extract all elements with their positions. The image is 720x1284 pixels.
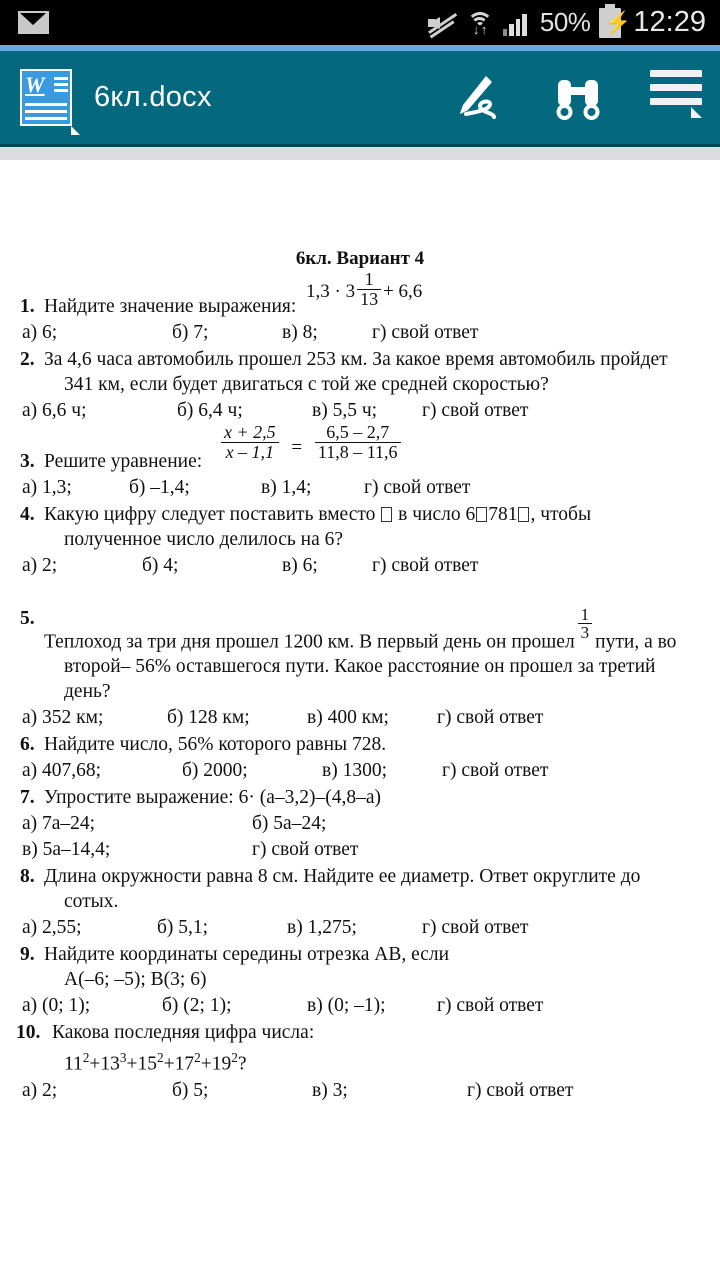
q5-options [14,705,706,730]
q1-text: Найдите значение выражения: [44,296,297,317]
q4-line1-a: Какую цифру следует поставить вместо [44,504,376,525]
q3-option-g[interactable]: г) свой ответ [364,477,471,498]
q2-option-v[interactable]: в) 5,5 ч; [312,400,378,421]
q10-line1: Какова последняя цифра числа: [52,1022,315,1044]
q6-number: 6. [20,734,35,756]
q6-options [14,758,706,783]
q10-exp-2: 3 [119,1050,127,1066]
q5-option-b[interactable]: б) 128 км; [167,707,250,729]
page-title: 6кл. Вариант 4 [295,248,425,269]
q1-option-v[interactable]: в) 8; [282,322,318,343]
volume-mute-icon [427,9,457,37]
q4-option-v[interactable]: в) 6; [282,555,318,576]
q8-line1: Длина окружности равна 8 см. Найдите ее диаметр. Ответ округлите до [44,866,641,888]
q6-option-g[interactable]: г) свой ответ [442,760,549,782]
q1-expression [306,270,422,309]
q10-term-2: +13 [89,1053,120,1075]
q2-line1: За 4,6 часа автомобиль прошел 253 км. За какое время автомобиль пройдет [44,349,668,370]
q7-option-a[interactable]: а) 7а–24; [22,813,96,835]
clock-label: 12:29 [633,6,706,38]
q9-number: 9. [20,944,35,966]
q9-option-v[interactable]: в) (0; –1); [307,995,386,1017]
question-10 [14,1020,706,1045]
mail-icon [18,11,49,34]
q4-option-b[interactable]: б) 4; [142,555,179,576]
q3-equals-sign: = [291,436,303,458]
document-page[interactable] [0,160,720,1284]
q1-fraction [357,270,381,309]
q5-fraction [578,606,593,641]
q10-term-3: +15 [126,1053,158,1075]
wifi-icon: ↓ ↑ [466,8,494,38]
q9-line1: Найдите координаты середины отрезка АВ, если [44,944,450,966]
q4-line1-d: , чтобы [530,504,592,525]
battery-charging-icon: ⚡ [599,8,621,38]
q9-option-a[interactable]: а) (0; 1); [22,995,91,1017]
document-body [0,269,720,1103]
cellular-signal-icon [503,10,531,36]
q3-number: 3. [20,451,35,472]
q10-option-b[interactable]: б) 5; [172,1079,209,1101]
word-document-icon: W [20,69,72,126]
q5-line2: второй– 56% оставшегося пути. Какое расстояние он прошел за третий день? [64,656,656,703]
q5-number: 5. [20,608,35,629]
q7-option-g[interactable]: г) свой ответ [252,839,359,861]
q10-option-g[interactable]: г) свой ответ [467,1079,574,1101]
q1-frac-num: 1 [357,270,381,290]
q7-number: 7. [20,787,35,809]
q4-option-a[interactable]: а) 2; [22,555,58,576]
q8-option-a[interactable]: а) 2,55; [22,917,82,939]
q5-line1-a: Теплоход за три дня прошел 1200 км. В первый день он прошел [44,631,575,653]
q9-line2: А(–6; –5); В(3; 6) [64,969,207,991]
q2-option-g[interactable]: г) свой ответ [422,400,529,421]
q1-option-a[interactable]: а) 6; [22,322,58,343]
question-8 [14,864,706,889]
q5-line1-b: пути, а во [595,631,677,653]
status-bar-left [0,11,49,34]
app-bar [0,51,720,144]
q4-line1 [44,502,706,527]
q1-options [14,320,706,345]
question-4 [14,502,706,527]
q7-options-row1 [14,811,706,836]
q10-question-mark: ? [237,1053,247,1075]
q7-option-v[interactable]: в) 5а–14,4; [22,839,111,861]
q3-option-v[interactable]: в) 1,4; [261,477,312,498]
q10-option-a[interactable]: а) 2; [22,1079,58,1101]
q1-frac-den: 13 [360,288,379,309]
q2-options [14,398,706,423]
q10-exp-5: 2 [231,1050,238,1066]
q6-text: Найдите число, 56% которого равны 728. [44,734,387,756]
q1-expr-lead: 1,3 · 3 [306,280,356,302]
q4-placeholder-box-3 [518,507,529,522]
q4-placeholder-box-2 [476,507,487,522]
q3-option-b[interactable]: б) –1,4; [129,477,190,498]
q3-right-den: 11,8 – 11,6 [317,441,398,462]
q6-option-v[interactable]: в) 1300; [322,760,387,782]
q3-left-num: x + 2,5 [221,423,279,443]
app-bar-actions [450,51,706,144]
q2-number: 2. [20,349,35,370]
q4-placeholder-box-1 [381,507,392,522]
status-bar-right [427,0,710,45]
question-7 [14,785,706,810]
q1-expr-tail: + 6,6 [383,280,423,302]
q3-right-fraction [315,423,401,462]
q2-option-b[interactable]: б) 6,4 ч; [177,400,243,421]
q3-text: Решите уравнение: [44,451,203,472]
q7-text: Упростите выражение: 6· (а–3,2)–(4,8–а) [44,787,381,809]
q1-number: 1. [20,296,35,317]
q10-exp-3: 2 [157,1050,164,1066]
q3-left-fraction [221,423,279,462]
q4-options [14,553,706,578]
q4-line1-b: в число 6 [398,504,476,525]
q5-frac-num: 1 [578,606,593,624]
q6-option-b[interactable]: б) 2000; [182,760,248,782]
q5-option-v[interactable]: в) 400 км; [307,707,389,729]
question-9 [14,942,706,967]
q7-options-row2 [14,837,706,862]
q3-left-den: x – 1,1 [225,441,275,462]
q4-line1-c: 781 [488,504,518,525]
question-6 [14,732,706,757]
q1-option-b[interactable]: б) 7; [172,322,209,343]
q5-option-g[interactable]: г) свой ответ [437,707,544,729]
q8-options [14,915,706,940]
q10-number: 10. [16,1022,41,1044]
q4-line2: полученное число делилось на 6? [64,529,344,550]
status-bar [0,0,720,45]
q7-option-b[interactable]: б) 5а–24; [252,813,327,835]
q5-line1 [44,606,706,654]
q1-option-g[interactable]: г) свой ответ [372,322,479,343]
q3-equation [219,423,403,462]
q8-number: 8. [20,866,35,888]
q4-option-g[interactable]: г) свой ответ [372,555,479,576]
binoculars-find-icon[interactable] [550,70,606,126]
q2-line2: 341 км, если будет двигаться с той же средней скоростью? [64,374,549,395]
q3-options [14,475,706,500]
q8-option-b[interactable]: б) 5,1; [157,917,209,939]
q10-exp-4: 2 [194,1050,201,1066]
q10-option-v[interactable]: в) 3; [312,1079,348,1101]
q9-options [14,993,706,1018]
q10-term-4: +17 [163,1053,195,1075]
q3-right-num: 6,5 – 2,7 [315,423,401,443]
q5-option-a[interactable]: а) 352 км; [22,707,104,729]
q10-exp-1: 2 [82,1050,90,1066]
battery-percent-label: 50% [539,7,591,37]
q3-option-a[interactable]: а) 1,3; [22,477,72,498]
question-2 [14,347,706,372]
q8-option-g[interactable]: г) свой ответ [422,917,529,939]
q10-options [14,1078,706,1103]
q6-option-a[interactable]: а) 407,68; [22,760,102,782]
q2-option-a[interactable]: а) 6,6 ч; [22,400,87,421]
q8-option-v[interactable]: в) 1,275; [287,917,357,939]
section-spacer [14,578,706,604]
q9-option-b[interactable]: б) (2; 1); [162,995,232,1017]
question-5 [14,606,706,654]
q10-term-5: +19 [200,1053,232,1075]
signature-pen-icon[interactable] [450,70,506,126]
q5-frac-den: 3 [580,623,590,642]
document-top-strip [0,147,720,160]
q10-term-1: 11 [64,1053,83,1075]
q4-number: 4. [20,504,35,525]
q10-line2 [14,1045,706,1077]
document-title: 6кл.docx [94,81,212,113]
q9-option-g[interactable]: г) свой ответ [437,995,544,1017]
q8-line2: сотых. [64,891,119,913]
hamburger-menu-icon[interactable] [650,70,706,126]
